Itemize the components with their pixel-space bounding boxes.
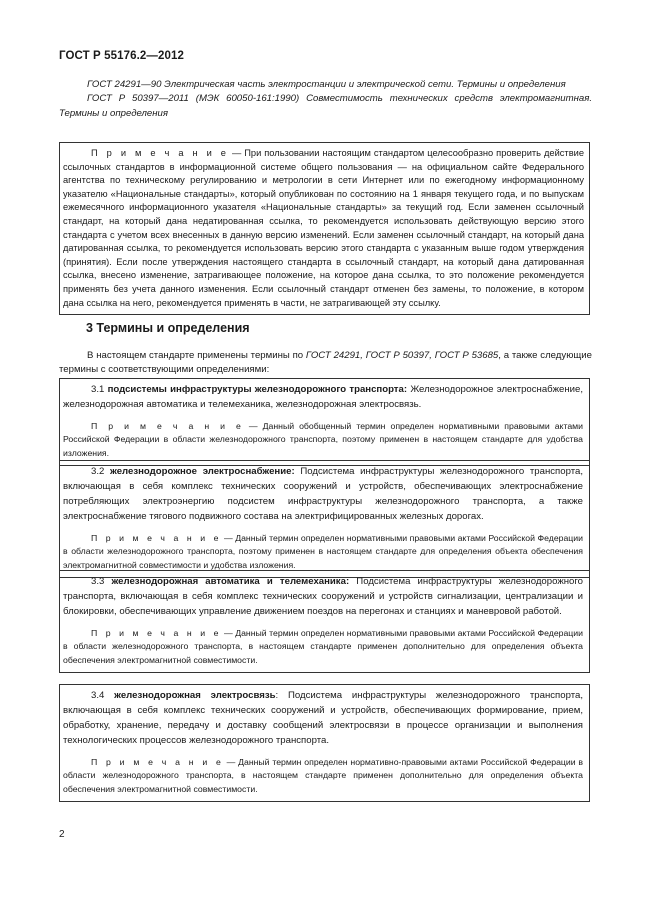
section-intro xyxy=(59,349,592,377)
note-label: П р и м е ч а н и е xyxy=(91,148,229,158)
definition xyxy=(63,688,583,748)
definition-note xyxy=(63,627,583,667)
definition-note xyxy=(63,756,583,796)
term: железнодорожное электроснабжение: xyxy=(110,466,295,477)
definition-box xyxy=(59,378,590,466)
intro-text: В настоящем стандарте применены термины по xyxy=(87,350,306,361)
definition-box xyxy=(59,460,590,578)
def-number: 3.4 xyxy=(91,690,115,701)
note-text: — Данный обобщенный термин определен нормативными правовыми актами Российской Федерации в области железнодорожного транспорта, поэтому применен в настоящем стандарте для удобства изложения. xyxy=(63,421,583,458)
def-number: 3.1 xyxy=(91,384,108,395)
intro-refs: ГОСТ 24291, ГОСТ Р 50397, ГОСТ Р 53685 xyxy=(305,350,499,361)
reference-item: ГОСТ Р 50397—2011 (МЭК 60050-161:1990) Совместимость технических средств электромагнитная. Термины и определения xyxy=(59,93,592,119)
def-number: 3.3 xyxy=(91,576,112,587)
note-label: П р и м е ч а н и е xyxy=(91,533,222,543)
term: железнодорожная электросвязь xyxy=(114,690,276,701)
def-number: 3.2 xyxy=(91,466,111,477)
note-text: — При пользовании настоящим стандартом целесообразно проверить действие ссылочных стандартов в информационной системе общего пользования — на официальном сайте Федерального агентства по техническому регулированию и метрологии в сети Интернет или по ежегодному информационному указателю «Национальные стандарты», который опубликован по состоянию на 1 января текущего года, и по выпускам ежемесячного информационного указателя «Национальные стандарты» за текущий год. Если заменен ссылочный стандарт, на который дана недатированная ссылка, то рекомендуется использовать действующую версию этого стандарта с учетом всех внесенных в данную версию изменений. Если заменен ссылочный стандарт, на который дана датированная ссылка, то рекомендуется использовать версию этого стандарта с указанным выше годом утверждения (принятия). Если после утверждения настоящего стандарта в ссылочный стандарт, на который дана датированная ссылка, внесено изменение, затрагивающее положение, на которое дана ссылка, то это положение рекомендуется применять без учета данного изменения. Если ссылочный стандарт отменен без замены, то положение, в котором дана ссылка на него, рекомендуется применять в части, не затрагивающей эту ссылку. xyxy=(63,148,584,308)
reference-note xyxy=(63,147,584,310)
reference-item: ГОСТ 24291—90 Электрическая часть электростанции и электрической сети. Термины и определения xyxy=(87,79,566,90)
page-number: 2 xyxy=(59,829,65,840)
definition-box xyxy=(59,570,590,673)
reference-note-box xyxy=(59,142,590,315)
definition-note xyxy=(63,420,583,460)
note-text: — Данный термин определен нормативно-правовыми актами Российской Федерации в области железнодорожного транспорта, в настоящем стандарте применен дополнительно для определения объекта обеспечения электромагнитной совместимости. xyxy=(63,757,584,794)
normative-references xyxy=(59,78,592,121)
note-text: — Данный термин определен нормативными правовыми актами Российской Федерации в области железнодорожного транспорта, поэтому применен в настоящем стандарте для определения объекта обеспечения электромагнитной совместимости и удобства изложения. xyxy=(63,533,583,570)
section-title: 3 Термины и определения xyxy=(86,321,250,335)
definition xyxy=(63,574,583,619)
note-text: — Данный термин определен нормативными правовыми актами Российской Федерации в области железнодорожного транспорта, в настоящем стандарте применен дополнительно для определения объекта обеспечения электромагнитной совместимости. xyxy=(63,628,583,665)
term: подсистемы инфраструктуры железнодорожного транспорта: xyxy=(107,384,408,395)
def-text: Железнодорожное электроснабжение, железнодорожная автоматика и телемеханика, железнодорожная электросвязь. xyxy=(63,384,583,410)
intro-text-end: , а также следующие термины с соответствующими определениями: xyxy=(59,350,592,375)
document-header: ГОСТ Р 55176.2—2012 xyxy=(59,50,184,62)
definition-note xyxy=(63,532,583,572)
term: железнодорожная автоматика и телемеханика: xyxy=(111,576,350,587)
note-label: П р и м е ч а н и е xyxy=(91,628,222,638)
note-label: П р и м е ч а н и е xyxy=(91,421,244,431)
definition-box xyxy=(59,684,590,802)
def-text: Подсистема инфраструктуры железнодорожного транспорта, включающая в себя комплекс технических сооружений и устройств, обеспечивающих электроснабжение потребляющих электроэнергию подсистем инфраструктуры железнодорожного транспорта, а также электроснабжение тягового подвижного состава на электрифицированных железных дорогах. xyxy=(63,466,583,522)
def-text: Подсистема инфраструктуры железнодорожного транспорта, включающая в себя комплекс технических сооружений и устройств сигнализации, централизации и блокировки, обеспечивающих управление движением поездов на перегонах и станциях и маневровой работой. xyxy=(63,576,584,617)
note-label: П р и м е ч а н и е xyxy=(91,757,224,767)
definition xyxy=(63,382,583,412)
def-text: : Подсистема инфраструктуры железнодорожного транспорта, включающая в себя комплекс технических сооружений и устройств, обеспечивающих формирование, прием, обработку, хранение, передачу и доставку сообщений электросвязи в процессе организации и выполнения технологических процессов железнодорожного транспорта. xyxy=(63,690,583,746)
definition xyxy=(63,464,583,524)
